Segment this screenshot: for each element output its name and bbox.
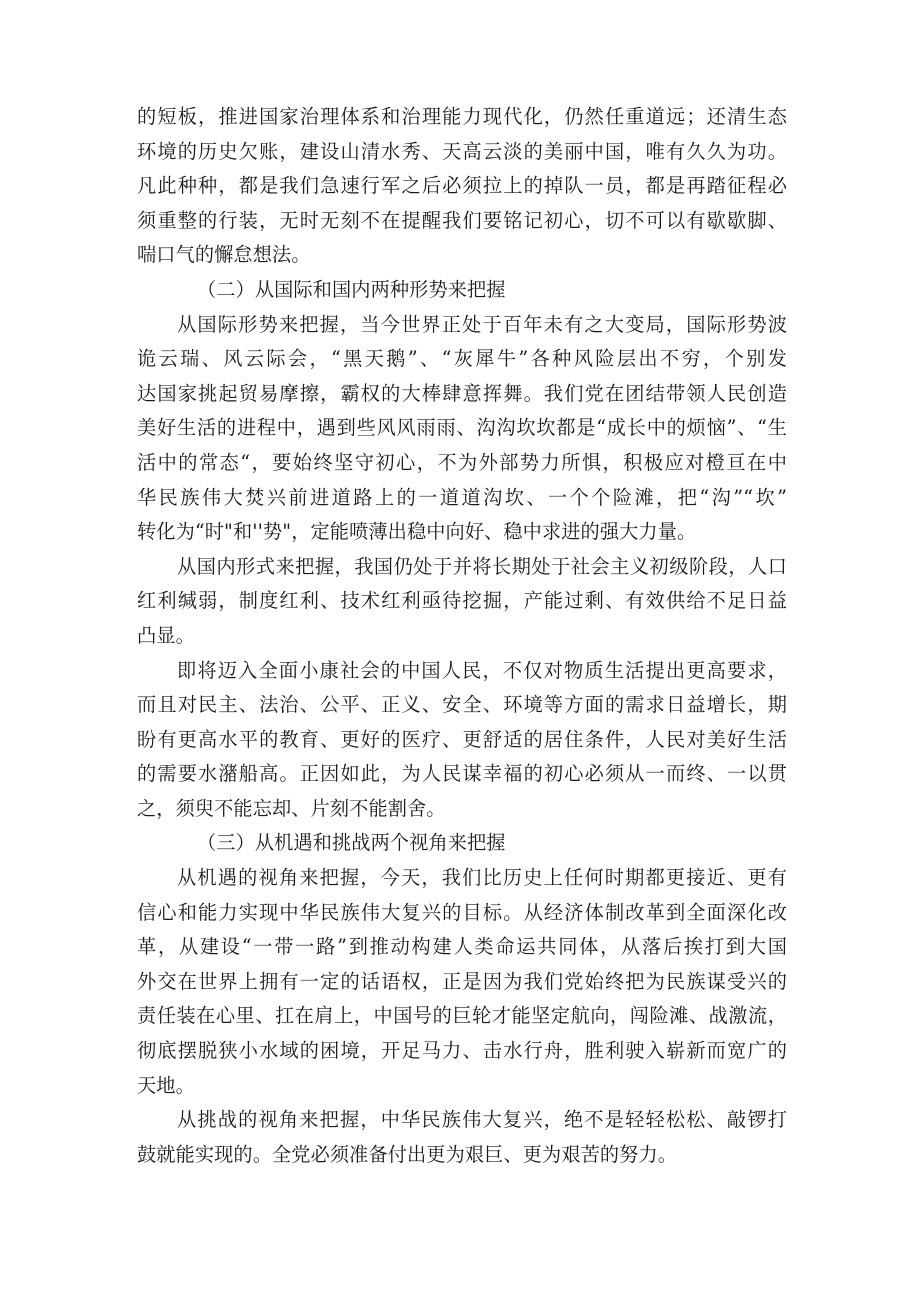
text-line: 之，须臾不能忘却、片刻不能割舍。 (137, 796, 446, 820)
heading-text: （三）从机遇和挑战两个视角来把握 (197, 831, 506, 855)
text-line: 活中的常态“，要始终坚守初心，不为外部势力所惧，积极应对橙亘在中 (137, 450, 787, 474)
text-line: 天地。 (137, 1073, 195, 1097)
text-line: 从国际形势来把握，当今世界正处于百年未有之大变局，国际形势波 (177, 312, 787, 336)
text-line: 诡云瑞、风云际会，“黑天鹅”、“灰犀牛”各种风险层出不穷，个别发 (137, 347, 787, 371)
text-line: 环境的历史欠账，建设山清水秀、天高云淡的美丽中国，唯有久久为功。 (137, 139, 787, 163)
text-line: 鼓就能实现的。全党必须准备付出更为艰巨、更为艰苦的努力。 (137, 1142, 678, 1166)
text-line: 而且对民主、法治、公平、正义、安全、环境等方面的需求日益增长，期 (137, 693, 787, 717)
section-heading (137, 826, 787, 861)
heading-text: （二）从国际和国内两种形势来把握 (197, 277, 506, 301)
text-line: 责任装在心里、扛在肩上，中国号的巨轮才能坚定航向，闯险滩、战激流， (137, 1004, 787, 1028)
text-line: 凸显。 (137, 623, 195, 647)
text-line: 凡此种种，都是我们急速行军之后必须拉上的掉队一员，都是再踏征程必 (137, 174, 787, 198)
text-line: 美好生活的进程中，遇到些风风雨雨、沟沟坎坎都是“成长中的烦恼”、“生 (137, 416, 787, 440)
text-line: 从挑战的视角来把握，中华民族伟大复兴，绝不是轻轻松松、敲锣打 (177, 1108, 787, 1132)
text-line: 须重整的行装，无时无刻不在提醒我们要铭记初心，切不可以有歇歇脚、 (137, 208, 787, 232)
text-line: 的短板，推进国家治理体系和治理能力现代化，仍然任重道远；还清生态 (137, 105, 787, 128)
text-line: 即将迈入全面小康社会的中国人民，不仅对物质生活提出更高要求， (177, 658, 787, 682)
text-line: 从国内形式来把握，我国仍处于并将长期处于社会主义初级阶段，人口 (177, 554, 787, 578)
text-line: 华民族伟大焚兴前进道路上的一道道沟坎、一个个险滩，把“沟”“坎” (137, 485, 787, 509)
text-line: 从机遇的视角来把握，今天，我们比历史上任何时期都更接近、更有 (177, 866, 787, 890)
body-paragraph (137, 308, 787, 550)
body-paragraph (137, 550, 787, 654)
body-paragraph (137, 1103, 787, 1172)
text-line: 达国家挑起贸易摩擦，霸权的大棒肆意挥舞。我们党在团结带领人民创造 (137, 381, 787, 405)
text-line: 革，从建设“一带一路”到推动构建人类命运共同体，从落后挨打到大国 (137, 935, 787, 959)
text-line: 喘口气的懈怠想法。 (137, 243, 311, 267)
body-paragraph (137, 100, 787, 273)
text-line: 彻底摆脱狭小水域的困境，开足马力、击水行舟，胜利驶入崭新而宽广的 (137, 1039, 787, 1063)
text-line: 外交在世界上拥有一定的话语权，正是因为我们党始终把为民族谋受兴的 (137, 969, 787, 993)
body-paragraph (137, 654, 787, 827)
text-line: 盼有更高水平的教育、更好的医疗、更舒适的居住条件，人民对美好生活 (137, 727, 787, 751)
section-heading (137, 273, 787, 308)
document-page (137, 100, 787, 1172)
text-line: 的需要水潴船高。正因如此，为人民谋幸福的初心必须从一而终、一以贯 (137, 762, 787, 786)
text-line: 红利缄弱，制度红利、技术红利亟待挖掘，产能过剩、有效供给不足日益 (137, 589, 787, 613)
body-paragraph (137, 861, 787, 1103)
text-line: 转化为“时"和''势"，定能喷薄出稳中向好、稳中求进的强大力量。 (137, 520, 697, 544)
text-line: 信心和能力实现中华民族伟大复兴的目标。从经济体制改革到全面深化改 (137, 900, 787, 924)
